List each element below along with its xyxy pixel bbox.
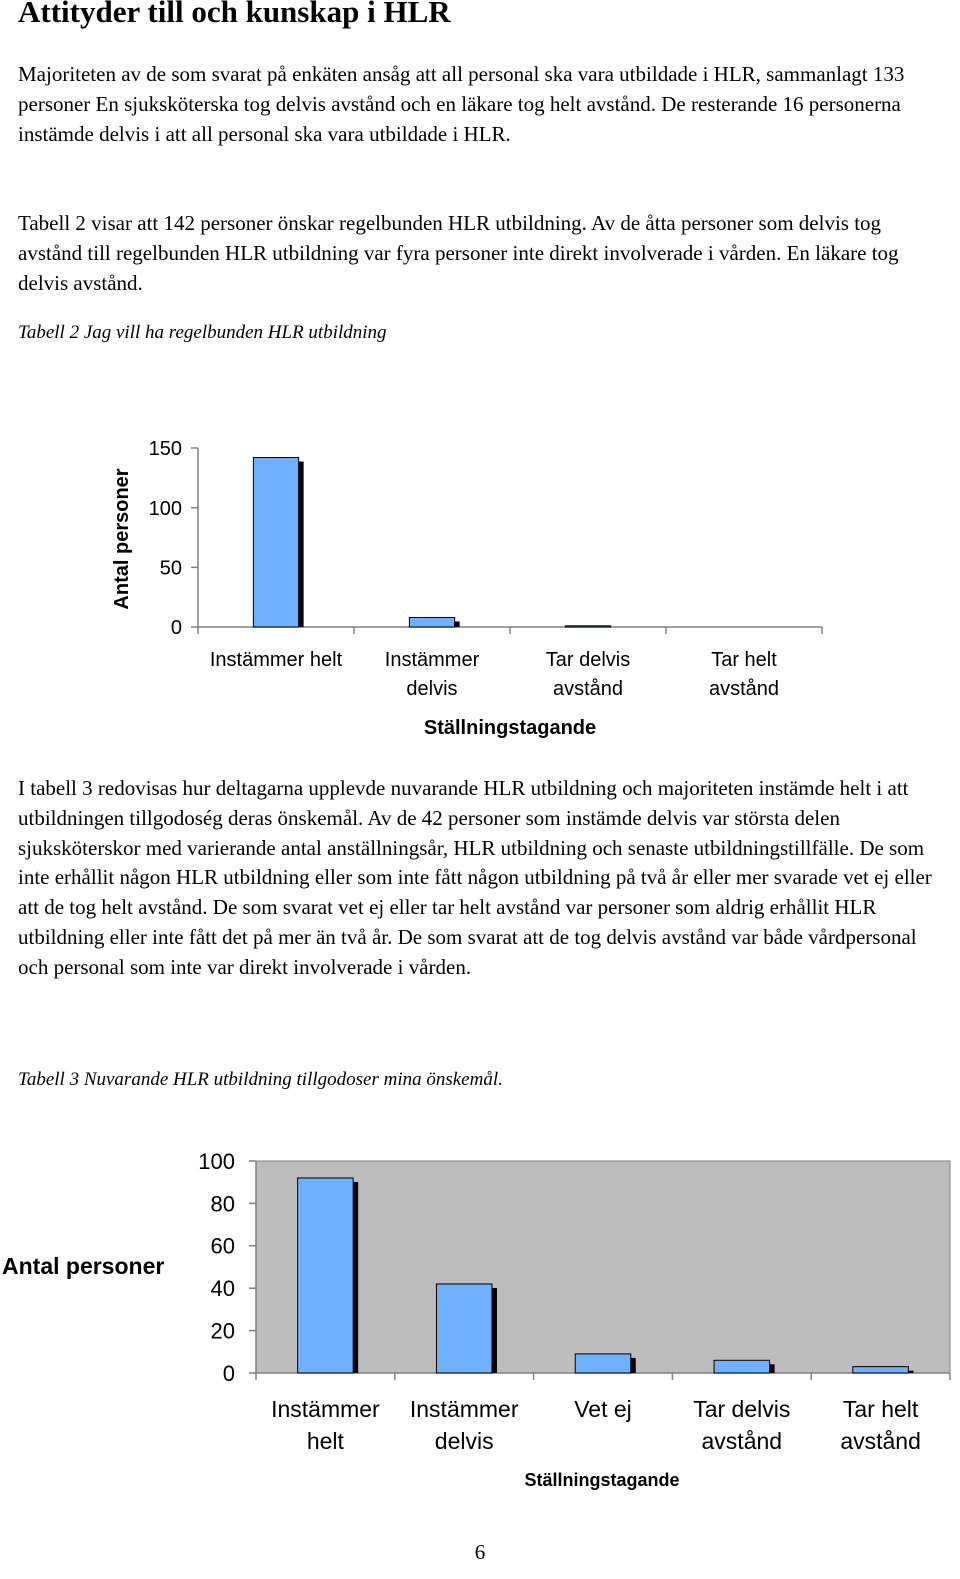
chart1-bar xyxy=(409,617,454,627)
chart2-x-tick-label: Instämmer xyxy=(271,1396,380,1422)
chart1-y-tick-label: 50 xyxy=(159,557,182,580)
chart2-x-tick-label: delvis xyxy=(434,1428,494,1454)
chart-table3 xyxy=(0,1130,960,1500)
paragraph-table2-summary: Tabell 2 visar att 142 personer önskar regelbunden HLR utbildning. Av de åtta personer som delvis tog avstånd till regelbunden HLR utbildning var fyra personer inte direkt involverade i vården. En läkare tog delvis avstånd. xyxy=(18,211,899,295)
chart2-y-tick-label: 100 xyxy=(198,1148,235,1174)
chart2-x-tick-label: avstånd xyxy=(840,1428,921,1454)
chart2-y-tick-label: 40 xyxy=(210,1276,235,1302)
chart1-y-tick-label: 100 xyxy=(148,497,182,520)
chart1-x-tick-label: Tar helt xyxy=(711,649,777,671)
chart2-bar xyxy=(714,1360,770,1373)
chart2-y-tick-label: 80 xyxy=(210,1191,235,1217)
chart2-x-tick-label: avstånd xyxy=(701,1428,783,1454)
caption-table3: Tabell 3 Nuvarande HLR utbildning tillgodoser mina önskemål. xyxy=(18,1069,503,1090)
chart1-x-tick-label: Instämmer helt xyxy=(209,649,343,671)
chart2-bar xyxy=(575,1354,631,1373)
chart2-y-tick-label: 0 xyxy=(222,1360,235,1386)
chart2-bar xyxy=(298,1178,354,1373)
chart1-bar xyxy=(253,458,298,627)
chart2-x-tick-label: Instämmer xyxy=(409,1396,519,1422)
chart2-x-tick-label: Tar delvis xyxy=(693,1396,791,1422)
paragraph-table3-summary: I tabell 3 redovisas hur deltagarna upplevde nuvarande HLR utbildning och majoriteten instämde helt i att utbildningen tillgodoség deras önskemål. Av de 42 personer som instämde delvis var största delen sjuksköterskor med varierande antal anställningsår, HLR utbildning och senaste utbildningstillfälle. De som inte erhållit någon HLR utbildning eller som inte fått någon utbildning på två år eller mer svarade vet ej eller att de tog helt avstånd. De som svarat vet ej eller tar helt avstånd var personer som aldrig erhållit HLR utbildning eller inte fått det på mer än två år. De som svarat att de tog delvis avstånd var både vårdpersonal och personal som inte var direkt involverade i vården. xyxy=(18,776,932,979)
chart1-y-tick-label: 0 xyxy=(170,617,182,640)
chart2-y-tick-label: 20 xyxy=(210,1318,235,1344)
chart2-bar xyxy=(436,1284,492,1373)
chart2-bar xyxy=(853,1367,909,1373)
chart2-x-tick-label: helt xyxy=(306,1428,344,1454)
chart2-x-axis-title: Ställningstagande xyxy=(524,1470,680,1490)
caption-table2: Tabell 2 Jag vill ha regelbunden HLR utbildning xyxy=(18,322,387,343)
chart-table3-svg xyxy=(0,1130,960,1500)
chart2-plot-area xyxy=(256,1161,950,1373)
page-number: 6 xyxy=(474,1540,486,1564)
chart1-bar xyxy=(565,626,610,627)
chart1-x-tick-label: avstånd xyxy=(552,678,624,700)
chart1-y-tick-label: 150 xyxy=(148,438,182,461)
chart1-y-axis-title: Antal personer xyxy=(111,468,133,610)
chart-table2 xyxy=(0,400,960,745)
chart2-y-axis-title: Antal personer xyxy=(2,1253,165,1279)
chart1-x-tick-label: delvis xyxy=(406,678,458,700)
chart1-x-tick-label: avstånd xyxy=(708,678,780,700)
chart-table2-svg xyxy=(0,400,960,745)
chart2-x-tick-label: Tar helt xyxy=(842,1396,919,1422)
chart2-y-tick-label: 60 xyxy=(210,1233,235,1259)
chart1-x-tick-label: Instämmer xyxy=(384,649,480,671)
chart1-x-axis-title: Ställningstagande xyxy=(423,717,597,739)
chart2-x-tick-label: Vet ej xyxy=(574,1396,632,1422)
paragraph-intro: Majoriteten av de som svarat på enkäten ansåg att all personal ska vara utbildade i HLR, sammanlagt 133 personer En sjuksköterska tog delvis avstånd och en läkare tog helt avstånd. De resterande 16 personerna instämde delvis i att all personal ska vara utbildade i HLR. xyxy=(18,62,905,146)
chart1-x-tick-label: Tar delvis xyxy=(545,649,631,671)
page-heading: Attityder till och kunskap i HLR xyxy=(18,0,451,29)
